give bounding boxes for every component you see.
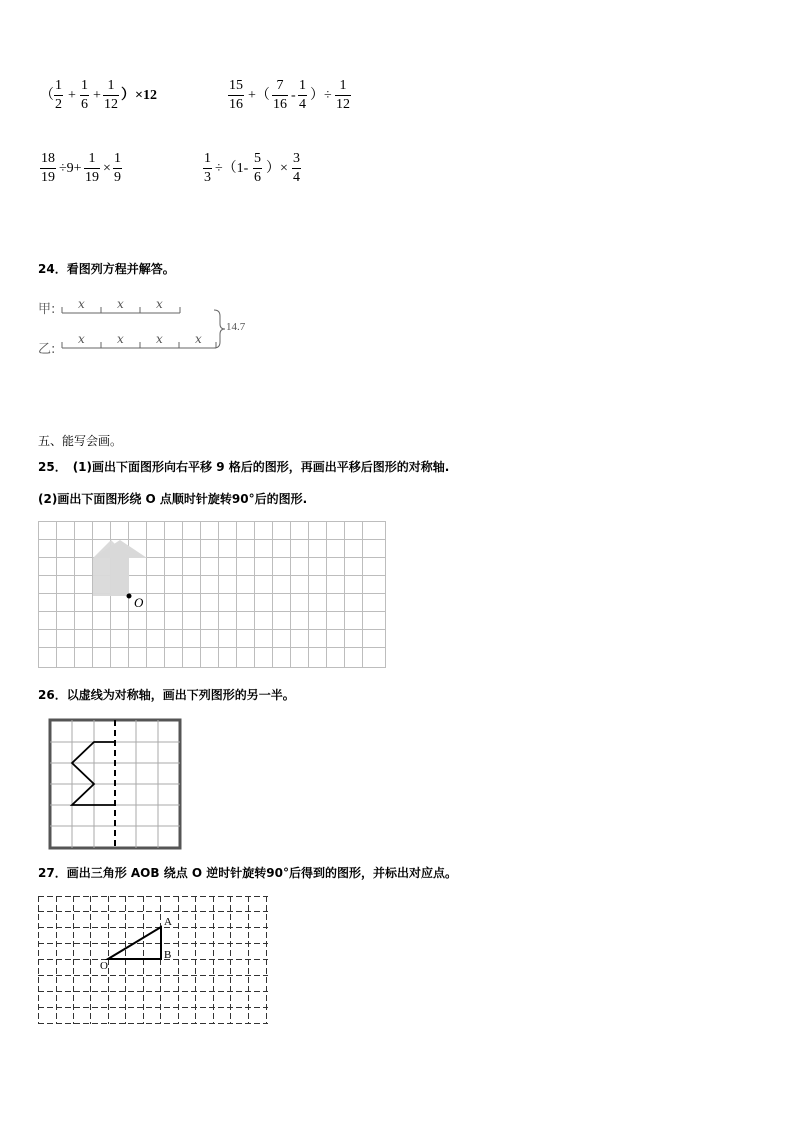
question-26-title: 26．以虚线为对称轴，画出下列图形的另一半。 [38,688,295,702]
fraction: 1 2 [55,78,62,112]
fraction: 15 16 [229,78,243,112]
var-x: x [117,332,124,346]
question-27-title: 27．画出三角形 AOB 绕点 O 逆时针旋转90°后得到的图形，并标出对应点。 [38,866,457,880]
fraction: 1 3 [204,151,211,185]
fraction: 1 19 [85,151,99,185]
question-25-line1: 25． (1)画出下面图形向右平移 9 格后的图形，再画出平移后图形的对称轴. [38,460,450,474]
operator: ）× [266,161,288,176]
operator: +（ [248,88,270,103]
label-o: O [100,960,108,972]
fraction: 7 16 [273,78,287,112]
operator: + [68,88,76,103]
question-24-title: 24．看图列方程并解答。 [38,262,175,276]
var-x: x [156,297,163,311]
grid-q26 [48,718,184,852]
var-x: x [78,332,85,346]
operator: ）×12 [121,88,157,103]
var-x: x [78,297,85,311]
total-value: 14.7 [226,321,246,333]
section-heading: 五、能写会画。 [38,434,123,448]
label-a: A [164,916,172,928]
fraction: 3 4 [293,151,300,185]
var-x: x [156,332,163,346]
yi-label: 乙: [38,342,56,357]
question-25-line2: (2)画出下面图形绕 O 点顺时针旋转90°后的图形. [38,492,308,506]
point-o-label: O [134,595,144,610]
jia-label: 甲: [38,302,56,317]
fraction: 1 9 [114,151,121,185]
grid-q25 [38,521,388,669]
fraction: 1 4 [299,78,306,112]
operator: ÷9+ [59,161,82,176]
var-x: x [117,297,124,311]
operator: - [291,88,296,103]
fraction: 1 12 [336,78,350,112]
point-o [127,594,132,599]
grid-q27 [38,896,270,1026]
label-b: B [164,949,172,961]
fraction: 18 19 [41,151,55,185]
fraction: 1 6 [81,78,88,112]
paren-left: （ [40,88,54,103]
operator: + [93,88,101,103]
operator: ÷（1- [215,161,249,176]
fraction: 1 12 [104,78,118,112]
operator: × [103,161,111,176]
segment-lines [0,0,260,360]
var-x: x [195,332,202,346]
operator: ）÷ [310,88,332,103]
fraction: 5 6 [254,151,261,185]
